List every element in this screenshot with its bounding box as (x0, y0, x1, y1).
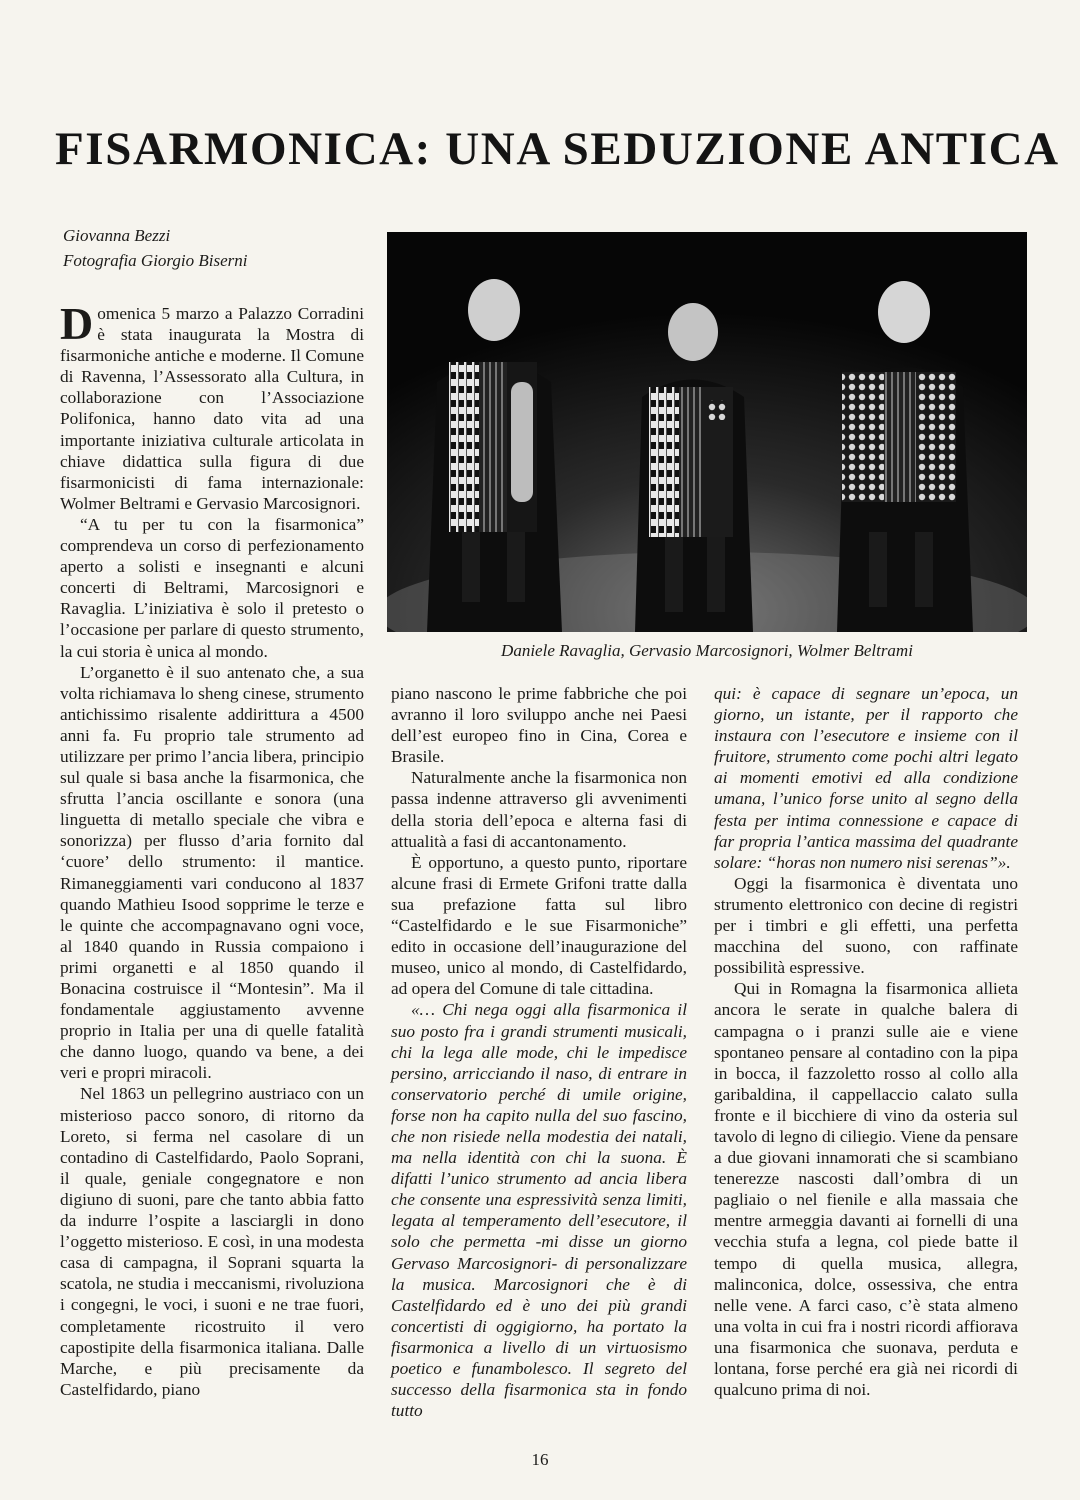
paragraph: “A tu per tu con la fisarmonica” comprendeva un corso di perfezionamento aperto a solisti e insegnanti e alcuni concerti di Beltrami, Marcosignori e Ravaglia. L’iniziativa è solo il pretesto o l’occasione per parlare di questo strumento, la cui storia è unica al mondo. (60, 514, 364, 661)
text-column-2 (391, 683, 687, 1421)
quote-paragraph: qui: è capace di segnare un’epoca, un giorno, un istante, per il rapporto che instaura con l’esecutore e insieme con il fruitore, strumento come pochi altri legato ai momenti emotivi ed alla condizione umana, l’unico forse unito al segno della festa per intima connessione e capace di far propria l’antica massima del quadrante solare: “horas non numero nisi serenas”». (714, 684, 1018, 872)
page-number: 16 (531, 1450, 549, 1469)
paragraph: Naturalmente anche la fisarmonica non passa indenne attraverso gli avvenimenti della storia dell’epoca e alterna fasi di attualità a fasi di accantonamento. (391, 768, 687, 851)
paragraph: L’organetto è il suo antenato che, a sua volta richiamava lo sheng cinese, strumento antichissimo risalente addirittura a 4500 anni fa. Fu proprio tale strumento ad utilizzare per primo l’ancia libera, principio sul quale si basa anche la fisarmonica, che sfrutta l’ancia oscillante e sonora (una linguetta di metallo speciale che vibra e sonorizza) per flusso d’aria fornito dal ‘cuore’ dello strumento: il mantice. Rimaneggiamenti vari conducono al 1837 quando Mathieu Isood sopprime le terze e le quinte che accompagnavano ogni voce, al 1840 quando in Russia compaiono i primi organetti e al 1850 quando il Bonacina costruisce il “Montesin”. Ma il fondamentale aggiustamento avvenne proprio in Italia per una di quelle fatalità che danno luogo, quando va bene, a dei veri e propri miracoli. (60, 662, 364, 1083)
paragraph: piano nascono le prime fabbriche che poi avranno il loro sviluppo anche nei Paesi dell’est europeo fino in Cina, Corea e Brasile. (391, 684, 687, 767)
accordion-trio-photo (387, 232, 1027, 632)
drop-cap: D (60, 298, 94, 349)
paragraph: Nel 1863 un pellegrino austriaco con un misterioso pacco sonoro, di ritorno da Loreto, si ferma nel casolare di un contadino di Castelfidardo, Paolo Soprani, il quale, geniale congegnatore e non digiuno di suoni, pare che tanto abbia fatto da indurre l’ospite a lasciargli in dono l’oggetto misterioso. E così, in una modesta casa di campagna, il Soprani squarta la scatola, ne studia i meccanismi, rivoluziona i congegni, le voci, i suoni e ne trae fuori, completamente ricostruito il vero capostipite della fisarmonica italiana. Dalle Marche, e più precisamente da Castelfidardo, piano (60, 1084, 364, 1399)
author-name: Giovanna Bezzi (63, 226, 171, 245)
text-column-1 (60, 298, 364, 1400)
paragraph: È opportuno, a questo punto, riportare alcune frasi di Ermete Grifoni tratte dalla sua prefazione fatta sul libro “Castelfidardo e le sue Fisarmoniche” edito in occasione dell’inaugurazione del museo, unico al mondo, di Castelfidardo, ad opera del Comune di tale cittadina. (391, 852, 687, 999)
article-title: FISARMONICA: UNA SEDUZIONE ANTICA (55, 123, 1060, 175)
paragraph: Qui in Romagna la fisarmonica allieta ancora le serate in qualche balera di campagna o i pranzi sulle aie e viene spontaneo pensare al contadino con la pipa in bocca, il fazzoletto rosso al collo alla garibaldina, il cappellaccio calato sulla fronte e il bicchiere di vino da osteria sul tavolo di legno di ciliegio. Viene da pensare a due giovani innamorati che si scambiano tenerezze nascosti dall’ombra di un pagliaio o nel fienile e alla massaia che mentre armeggia davanti ai fornelli di una vecchia stufa a legna, col piede batte il tempo di quella musica, allegra, malinconica, dolce, ossessiva, che entra nelle vene. A farci caso, c’è stata almeno una volta in cui fra i nostri ricordi affiorava una fisarmonica che suonava, perduta e lontana, forse perché era già nei ricordi di qualcuno prima di noi. (714, 979, 1018, 1400)
byline (63, 223, 248, 273)
text-column-3 (714, 683, 1018, 1400)
photo-caption: Daniele Ravaglia, Gervasio Marcosignori, Wolmer Beltrami (501, 641, 913, 660)
paragraph-text: omenica 5 marzo a Palazzo Corradini è stata inaugurata la Mostra di fisarmoniche antiche e moderne. Il Comune di Ravenna, l’Assessorato alla Cultura, in collaborazione con l’Associazione Polifonica, hanno dato vita ad una importante iniziativa culturale articolata in chiave didattica sulla figura di due fisarmonicisti di fama internazionale: Wolmer Beltrami e Gervasio Marcosignori. (60, 304, 364, 513)
photo-illustration (387, 232, 1027, 632)
paragraph (60, 298, 364, 514)
photo-credit: Fotografia Giorgio Biserni (63, 251, 248, 270)
paragraph: Oggi la fisarmonica è diventata uno strumento elettronico con decine di registri per i timbri e gli effetti, una perfetta macchina del suono, con raffinate possibilità espressive. (714, 873, 1018, 978)
quote-paragraph: «… Chi nega oggi alla fisarmonica il suo posto fra i grandi strumenti musicali, chi la lega alle mode, chi le impedisce persino, arricciando il naso, di entrare in conservatorio perché di umile origine, forse non ha capito nulla del suo fascino, che non risiede nella modestia dei natali, ma nella identità con chi la suona. È difatti l’unico strumento ad ancia libera che consente una espressività senza limiti, legata al temperamento dell’esecutore, il solo che permetta -mi disse un giorno Gervaso Marcosignori- di personalizzare la musica. Marcosignori che è di Castelfidardo ed è uno dei più grandi concertisti di oggigiorno, ha portato la fisarmonica a livello di un virtuosismo poetico e funambolesco. Il segreto del successo della fisarmonica sta in fondo tutto (391, 1000, 687, 1421)
